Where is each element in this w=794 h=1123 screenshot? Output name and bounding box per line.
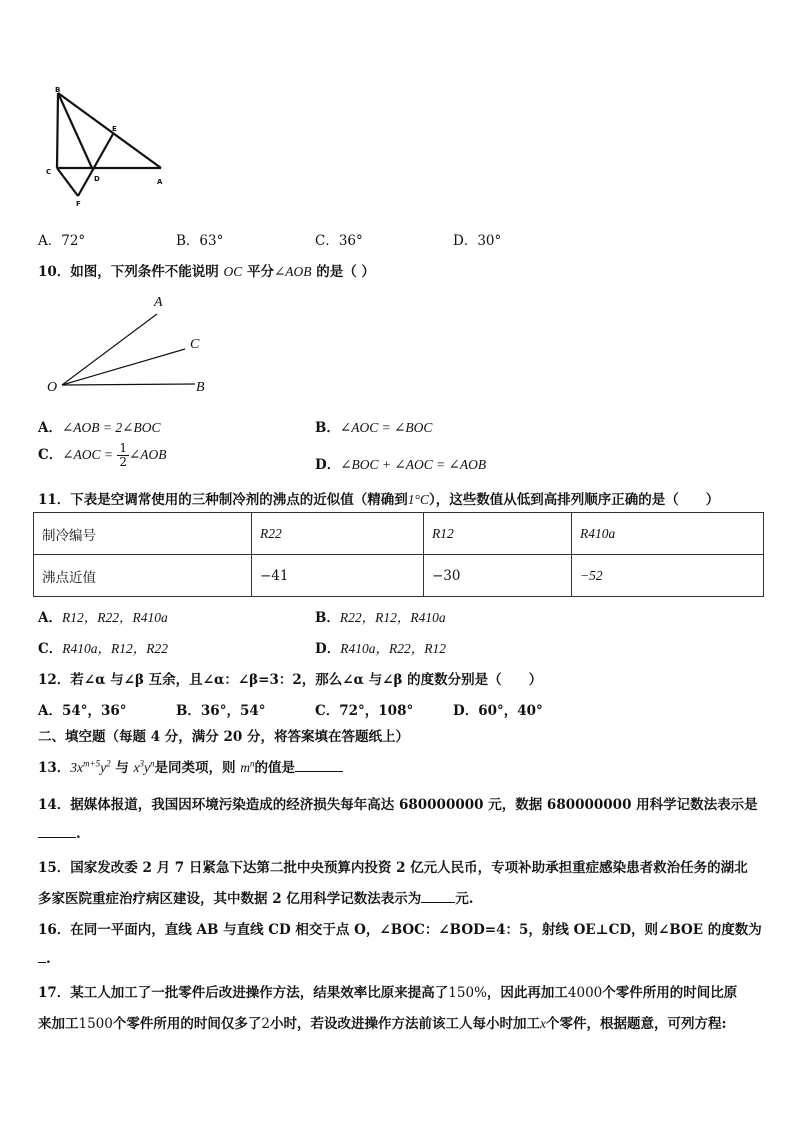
q12-option-a[interactable]: A．54°，36° — [38, 703, 127, 719]
table-cell: R410a — [572, 513, 764, 555]
q13-tail: 的值是 — [254, 760, 295, 776]
option-letter: C． — [38, 447, 63, 463]
q16-line-2 — [38, 950, 51, 967]
q17-text-e: 个零件所用的时间仅多了 — [112, 1016, 262, 1032]
table-cell: −30 — [424, 555, 572, 597]
q16-line-1: 16．在同一平面内，直线 AB 与直线 CD 相交于点 O，∠BOC：∠BOD=4：5，射线 OE⊥CD，则∠BOE 的度数为 — [38, 922, 762, 938]
q10-option-c[interactable] — [38, 442, 167, 469]
option-letter: D． — [315, 457, 341, 473]
q17-pct: 150% — [448, 985, 487, 1001]
q12-option-c[interactable]: C．72°，108° — [315, 703, 414, 719]
label-a: A — [154, 295, 163, 310]
label-c: C — [46, 168, 52, 176]
table-row — [34, 513, 764, 555]
table-cell: R12 — [424, 513, 572, 555]
q14-end: . — [76, 826, 81, 842]
q11-text-1: 下表是空调常使用的三种制冷剂的沸点的近似值（精确到 — [70, 492, 408, 508]
q11-unit: 1°C — [407, 492, 429, 507]
refrigerant-table — [33, 512, 764, 597]
q10-angle: ∠AOB — [273, 264, 312, 279]
q11-text-2: ），这些数值从低到高排列顺序正确的是（ ） — [428, 492, 720, 508]
q17-text-g: 个零件，根据题意，可列方程: — [545, 1016, 727, 1032]
q11-num: 11． — [38, 492, 71, 508]
answer-blank[interactable] — [38, 825, 76, 838]
table-row — [34, 555, 764, 597]
q17-n3: 2 — [261, 1016, 270, 1032]
option-expr: ∠BOC + ∠AOC = ∠AOB — [340, 457, 487, 472]
q13-stem — [38, 756, 343, 776]
option-letter: A． — [38, 610, 62, 626]
q9-option-b[interactable]: B．63° — [176, 233, 224, 249]
q17-line-1 — [38, 981, 737, 1001]
option-letter: A． — [38, 420, 62, 436]
q10-option-a[interactable] — [38, 416, 160, 436]
q10-text-1: 如图，下列条件不能说明 — [70, 264, 219, 280]
table-cell: −41 — [252, 555, 424, 597]
option-rhs: ∠AOB — [128, 447, 167, 462]
option-expr: R410a，R12，R22 — [62, 641, 168, 656]
label-c: C — [190, 337, 200, 352]
fraction-numerator: 1 — [119, 441, 127, 455]
fraction-one-half — [117, 442, 129, 469]
q9-triangle-figure — [40, 84, 175, 214]
option-expr: ∠AOC = ∠BOC — [339, 420, 433, 435]
q10-oc: OC — [223, 264, 243, 279]
option-lhs: ∠AOC = — [62, 447, 114, 462]
q17-x: x — [539, 1016, 546, 1031]
section-heading: 二、填空题（每题 4 分，满分 20 分，将答案填在答题纸上） — [38, 729, 409, 745]
q17-n1: 4000 — [567, 985, 603, 1001]
q12-option-d[interactable]: D．60°，40° — [453, 703, 543, 719]
q12-option-b[interactable]: B．36°，54° — [176, 703, 266, 719]
option-letter: B． — [315, 610, 340, 626]
q17-text-f: 小时，若设改进操作方法前该工人每小时加工 — [269, 1016, 540, 1032]
q13-and: 与 — [115, 760, 129, 776]
label-a: A — [157, 178, 163, 186]
table-cell: 沸点近值 — [34, 555, 252, 597]
q17-n2: 1500 — [78, 1016, 113, 1032]
label-b: B — [55, 86, 61, 94]
q9-option-c[interactable]: C．36° — [315, 233, 363, 249]
q15-line-2-text: 多家医院重症治疗病区建设，其中数据 2 亿用科学记数法表示为 — [38, 891, 422, 907]
q15-line-2 — [38, 887, 474, 907]
q10-angle-figure — [40, 290, 220, 400]
q14-line-2 — [38, 825, 81, 842]
q17-text-b: ，因此再加工 — [486, 985, 568, 1001]
q10-text-2: 平分 — [246, 264, 274, 280]
label-d: D — [94, 175, 100, 183]
q10-option-b[interactable] — [315, 416, 432, 436]
q13-term-1: $3x^{m+5}y^2$ — [70, 758, 111, 775]
q10-num: 10． — [38, 264, 71, 280]
label-e: E — [112, 125, 117, 133]
q10-stem — [38, 260, 375, 280]
q17-text-a: 17．某工人加工了一批零件后改进操作方法，结果效率比原来提高了 — [38, 985, 449, 1001]
q11-option-b[interactable] — [315, 606, 446, 626]
q17-line-2 — [38, 1012, 726, 1032]
option-expr: ∠AOB = 2∠BOC — [61, 420, 161, 435]
option-expr: R12，R22，R410a — [61, 610, 168, 625]
label-b: B — [196, 380, 205, 395]
q17-text-c: 个零件所用的时间比原 — [602, 985, 738, 1001]
q14-line-1: 14．据媒体报道，我国因环境污染造成的经济损失每年高达 680000000 元，数据 680000000 用科学记数法表示是 — [38, 797, 758, 813]
q13-num: 13． — [38, 760, 71, 776]
answer-blank[interactable] — [38, 950, 46, 963]
answer-blank[interactable] — [295, 759, 343, 772]
option-letter: C． — [38, 641, 63, 657]
label-f: F — [76, 200, 81, 208]
q9-option-a[interactable]: A．72° — [38, 233, 86, 249]
q15-line-1: 15．国家发改委 2 月 7 日紧急下达第二批中央预算内投资 2 亿元人民币，专项补助承担重症感染患者救治任务的湖北 — [38, 860, 748, 876]
q17-text-d: 来加工 — [38, 1016, 79, 1032]
table-cell: R22 — [252, 513, 424, 555]
q11-option-a[interactable] — [38, 606, 168, 626]
table-cell: −52 — [572, 555, 764, 597]
label-o: O — [47, 380, 58, 395]
q16-end: . — [46, 951, 51, 967]
q11-stem — [38, 488, 719, 508]
q10-option-d[interactable] — [315, 453, 486, 473]
option-letter: B． — [315, 420, 340, 436]
fraction-denominator: 2 — [119, 455, 127, 469]
q9-option-d[interactable]: D．30° — [453, 233, 502, 249]
q10-text-3: 的是（ ） — [316, 264, 375, 280]
option-letter: D． — [315, 641, 341, 657]
q13-mid: 是同类项，则 — [154, 760, 236, 776]
q11-option-c[interactable] — [38, 637, 168, 657]
option-expr: R410a，R22，R12 — [340, 641, 446, 656]
q13-term-2: $x^3y^n$ — [133, 758, 155, 775]
q13-power: $m^n$ — [240, 758, 255, 775]
table-cell: 制冷编号 — [34, 513, 252, 555]
q12-stem: 12．若∠α 与∠β 互余，且∠α：∠β=3：2，那么∠α 与∠β 的度数分别是（ ） — [38, 672, 543, 688]
q15-line-2-end: 元. — [455, 891, 474, 907]
q11-option-d[interactable] — [315, 637, 446, 657]
answer-blank[interactable] — [421, 890, 455, 903]
option-expr: R22，R12，R410a — [339, 610, 446, 625]
